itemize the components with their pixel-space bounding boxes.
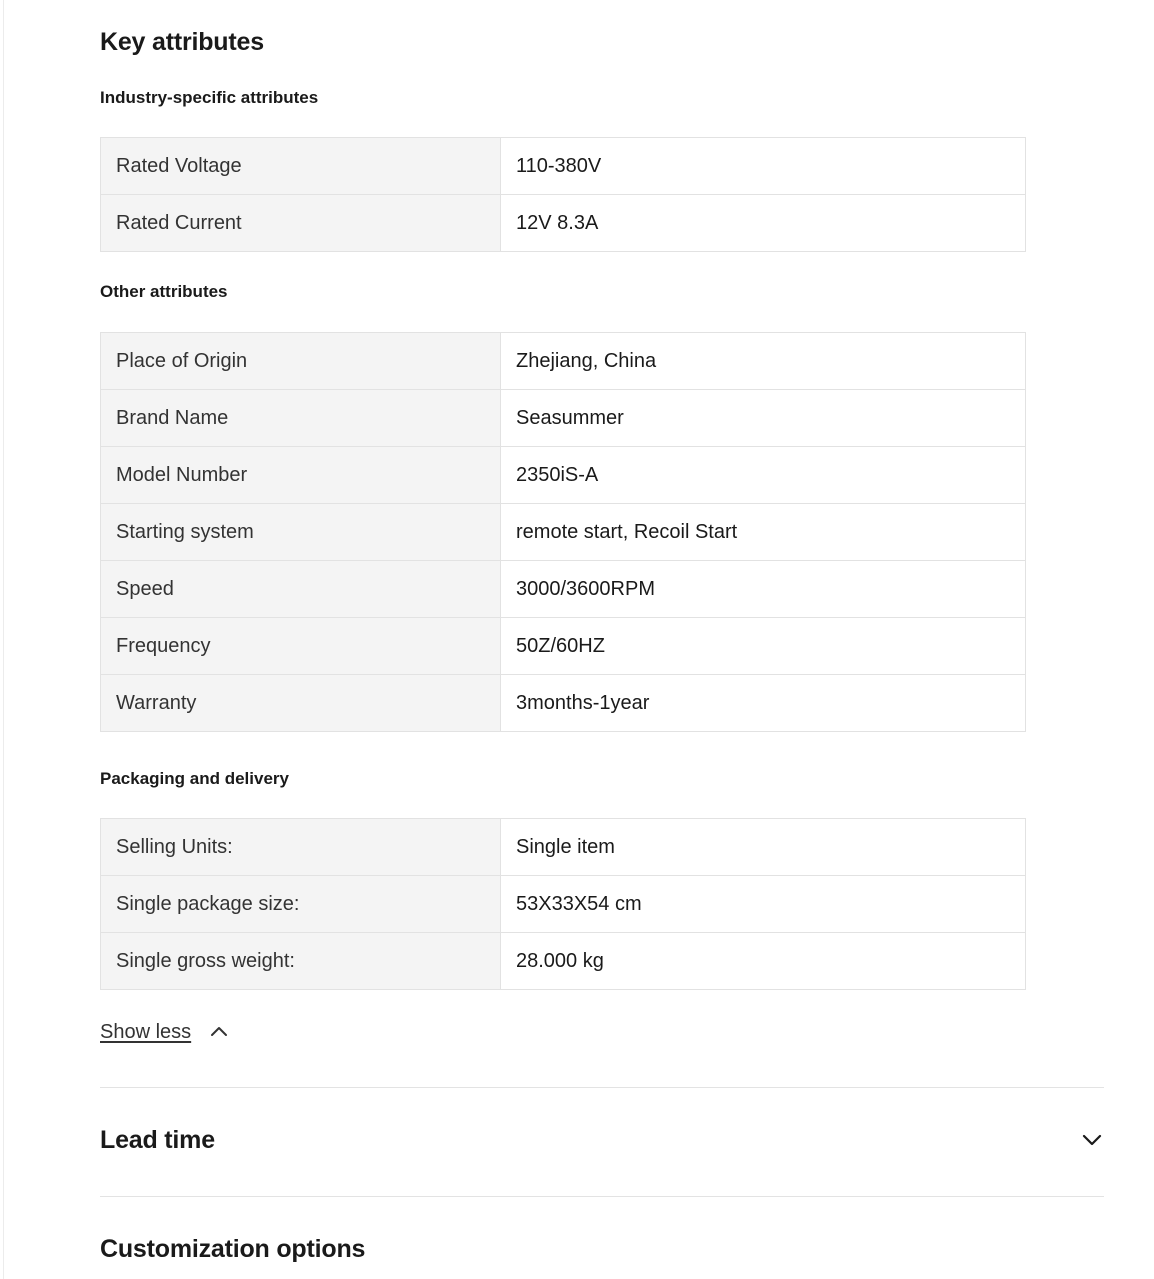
packaging-heading: Packaging and delivery xyxy=(100,769,289,788)
industry-attributes-heading: Industry-specific attributes xyxy=(100,88,319,107)
attribute-value: 28.000 kg xyxy=(501,933,1026,990)
attribute-value: 3months-1year xyxy=(501,675,1026,732)
attribute-key: Rated Voltage xyxy=(101,138,501,195)
other-attributes-table xyxy=(100,332,1026,732)
table-row xyxy=(101,618,1026,675)
table-row xyxy=(101,561,1026,618)
attribute-key: Starting system xyxy=(101,504,501,561)
attribute-value: 50Z/60HZ xyxy=(501,618,1026,675)
attribute-key: Place of Origin xyxy=(101,333,501,390)
chevron-up-icon xyxy=(207,1020,231,1044)
table-row xyxy=(101,504,1026,561)
key-attributes-heading: Key attributes xyxy=(100,28,264,56)
divider xyxy=(100,1087,1104,1088)
table-row xyxy=(101,675,1026,732)
attribute-key: Speed xyxy=(101,561,501,618)
attribute-value: 2350iS-A xyxy=(501,447,1026,504)
attribute-key: Rated Current xyxy=(101,195,501,252)
attribute-value: 53X33X54 cm xyxy=(501,876,1026,933)
table-row xyxy=(101,333,1026,390)
other-attributes-heading: Other attributes xyxy=(100,282,228,301)
attribute-value: 3000/3600RPM xyxy=(501,561,1026,618)
attribute-key: Single gross weight: xyxy=(101,933,501,990)
attribute-value: remote start, Recoil Start xyxy=(501,504,1026,561)
table-row xyxy=(101,876,1026,933)
attribute-key: Selling Units: xyxy=(101,819,501,876)
show-less-label: Show less xyxy=(100,1020,192,1043)
table-row xyxy=(101,447,1026,504)
attribute-key: Frequency xyxy=(101,618,501,675)
table-row xyxy=(101,390,1026,447)
table-row xyxy=(101,933,1026,990)
table-row xyxy=(101,195,1026,252)
industry-attributes-table xyxy=(100,137,1026,252)
attribute-value: Zhejiang, China xyxy=(501,333,1026,390)
packaging-table xyxy=(100,818,1026,990)
attribute-key: Single package size: xyxy=(101,876,501,933)
lead-time-section-toggle[interactable] xyxy=(100,1117,1104,1163)
page-left-border xyxy=(3,0,4,1279)
attribute-key: Warranty xyxy=(101,675,501,732)
attribute-key: Brand Name xyxy=(101,390,501,447)
chevron-down-icon[interactable] xyxy=(1080,1128,1104,1152)
attribute-value: 110-380V xyxy=(501,138,1026,195)
show-less-button[interactable] xyxy=(100,1020,231,1044)
customization-section xyxy=(100,1230,1104,1268)
attribute-value: Seasummer xyxy=(501,390,1026,447)
attribute-value: 12V 8.3A xyxy=(501,195,1026,252)
lead-time-heading: Lead time xyxy=(100,1125,215,1154)
attribute-key: Model Number xyxy=(101,447,501,504)
attribute-value: Single item xyxy=(501,819,1026,876)
divider xyxy=(100,1196,1104,1197)
customization-heading: Customization options xyxy=(100,1234,366,1263)
table-row xyxy=(101,138,1026,195)
table-row xyxy=(101,819,1026,876)
